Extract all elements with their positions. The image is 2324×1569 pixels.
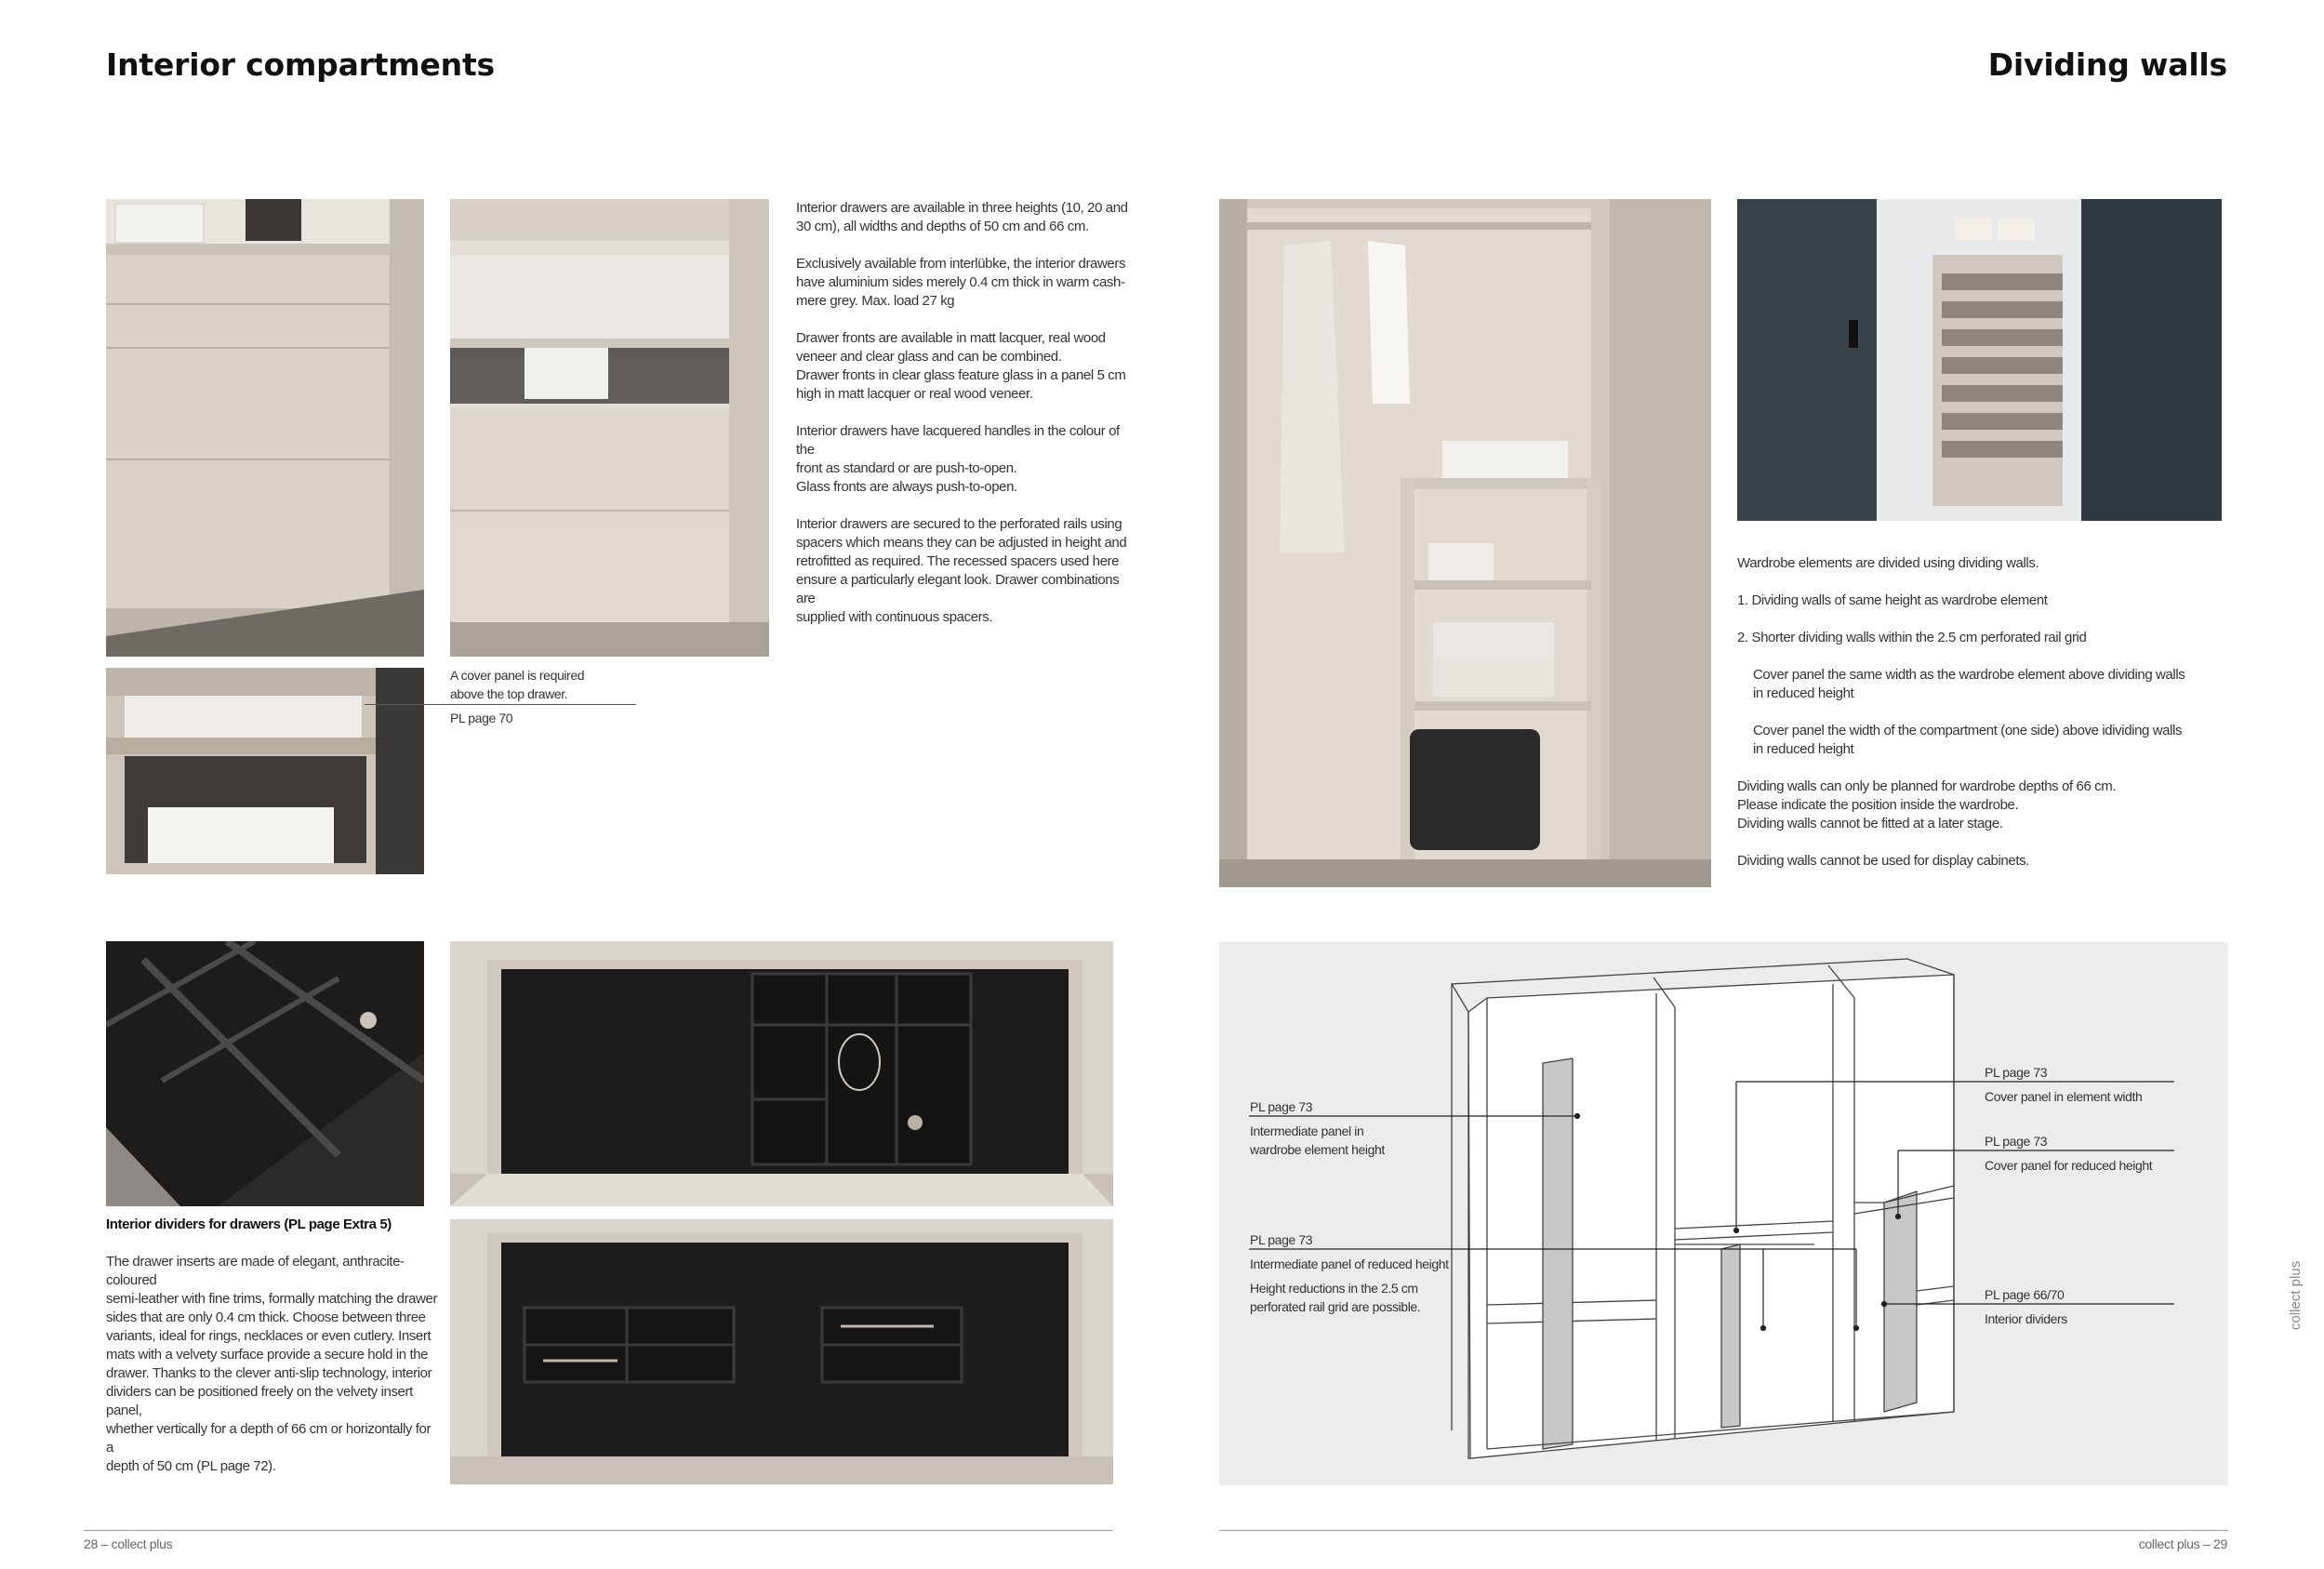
left-footer-rule (84, 1530, 1113, 1531)
label-reduced-note: Height reductions in the 2.5 cm perforated rail grid are possible. (1250, 1281, 1421, 1314)
label-cover-reduced-ref: PL page 73 (1985, 1134, 2048, 1149)
cover-panel-callout-line (365, 704, 636, 705)
cover-panel-ref: PL page 70 (450, 711, 513, 725)
side-brand: collect plus (2288, 1260, 2304, 1330)
photo-drawers-closed (106, 199, 424, 657)
dividing-walls-item-1: 1. Dividing walls of same height as wardrobe element (1737, 592, 2048, 608)
label-cover-reduced-text: Cover panel for reduced height (1985, 1158, 2153, 1173)
cover-panel-note: A cover panel is required above the top drawer. (450, 668, 585, 701)
wardrobe-diagram (1219, 942, 2228, 1485)
label-dividers-text: Interior dividers (1985, 1311, 2067, 1326)
label-cover-width-ref: PL page 73 (1985, 1065, 2048, 1080)
drawers-paragraph: Interior drawers have lacquered handles in the colour of the front as standard or are push-to-open. Glass fronts are always push-to-open. (796, 423, 1120, 495)
label-intermediate-ref: PL page 73 (1250, 1099, 1313, 1114)
dividing-walls-notes: Dividing walls can only be planned for wardrobe depths of 66 cm. Please indicate the position inside the wardrobe. Dividing walls cannot be fitted at a later stage. (1737, 778, 2117, 831)
dividing-walls-display-note: Dividing walls cannot be used for display cabinets. (1737, 853, 2029, 869)
label-reduced-ref: PL page 73 (1250, 1232, 1313, 1247)
right-page-footer: collect plus – 29 (2138, 1536, 2227, 1551)
drawers-paragraph: Drawer fronts are available in matt lacquer, real wood veneer and clear glass and can be combined. Drawer fronts in clear glass feature glass in a panel 5 cm high in matt lacquer or real wood veneer. (796, 330, 1126, 402)
drawers-paragraph: Interior drawers are secured to the perforated rails using spacers which means they can be adjusted in height and retrofitted as required. The recessed spacers used here ensure a particularly elegant look. Drawer combinations are supplied with continuous spacers. (796, 516, 1127, 625)
label-intermediate-text: Intermediate panel in wardrobe element height (1250, 1124, 1385, 1157)
label-cover-width-text: Cover panel in element width (1985, 1089, 2143, 1104)
dividers-heading: Interior dividers for drawers (PL page Extra 5) (106, 1217, 392, 1232)
photo-jewellery-drawer (450, 941, 1113, 1206)
photo-wardrobe-interior (1219, 199, 1711, 887)
left-page-title: Interior compartments (106, 47, 495, 83)
drawers-text-column (796, 199, 1140, 645)
photo-pullout-trays (1737, 199, 2222, 521)
left-page-footer: 28 – collect plus (84, 1536, 173, 1551)
photo-dividers-closeup (106, 941, 424, 1206)
drawers-paragraph: Interior drawers are available in three heights (10, 20 and 30 cm), all widths and depths of 50 cm and 66 cm. (796, 200, 1128, 234)
label-dividers-ref: PL page 66/70 (1985, 1287, 2065, 1302)
dividing-walls-intro: Wardrobe elements are divided using dividing walls. (1737, 555, 2039, 571)
right-footer-rule (1219, 1530, 2228, 1531)
dividing-walls-subitem-2: Cover panel the width of the compartment (one side) above idividing walls in reduced height (1753, 723, 2183, 757)
photo-glass-drawer-detail (106, 668, 424, 874)
dividing-walls-subitem-1: Cover panel the same width as the wardrobe element above dividing walls in reduced height (1753, 667, 2185, 701)
photo-glass-drawers (450, 199, 769, 657)
photo-cutlery-drawer (450, 1219, 1113, 1484)
drawers-paragraph: Exclusively available from interlübke, the interior drawers have aluminium sides merely 0.4 cm thick in warm cash- mere grey. Max. load 27 kg (796, 256, 1126, 309)
label-reduced-text: Intermediate panel of reduced height (1250, 1257, 1449, 1271)
dividers-text: The drawer inserts are made of elegant, anthracite-coloured semi-leather with fine trims, formally matching the drawer sides that are only 0.4 cm thick. Choose between three variants, ideal for rings, necklaces or even cutlery. Insert mats with a velvety surface provide a secure hold in the drawer. Thanks to the clever anti-slip technology, interior dividers can be positioned freely on the velvety insert panel, whether vertically for a depth of 66 cm or horizontally for a depth of 50 cm (PL page 72). (106, 1254, 438, 1474)
right-page-title: Dividing walls (1987, 47, 2227, 83)
wardrobe-line-drawing (1219, 942, 2228, 1485)
dividing-walls-item-2: 2. Shorter dividing walls within the 2.5 cm perforated rail grid (1737, 630, 2087, 645)
dividing-walls-text (1737, 554, 2221, 889)
